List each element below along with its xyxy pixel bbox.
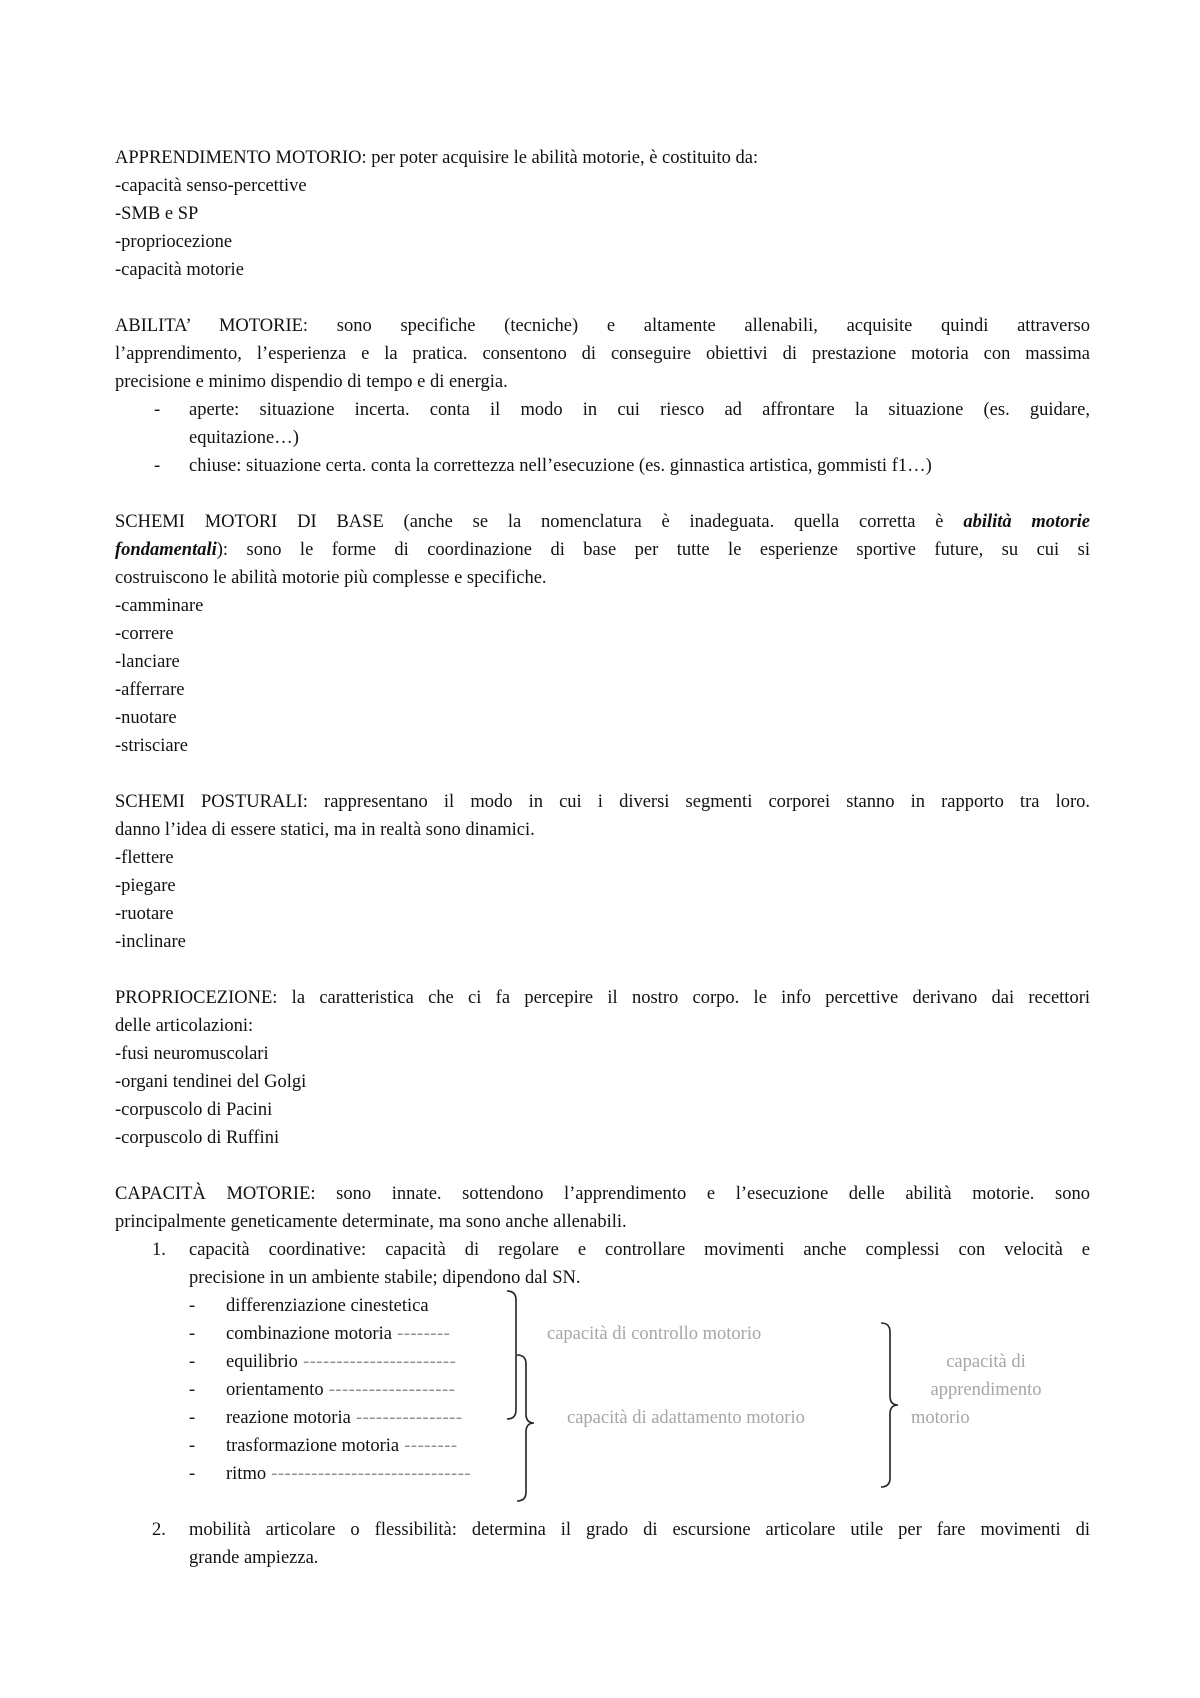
paragraph-line: principalmente geneticamente determinate, ma sono anche allenabili. xyxy=(115,1212,627,1232)
text-run: ): sono le forme di coordinazione di base per tutte le esperienze sportive future, su cui si xyxy=(216,540,1090,560)
paragraph-line: CAPACITÀ MOTORIE: sono innate. sottendono l’apprendimento e l’esecuzione delle abilità motorie. sono xyxy=(115,1184,1090,1204)
paragraph-line: ABILITA’ MOTORIE: sono specifiche (tecniche) e altamente allenabili, acquisite quindi attraverso xyxy=(115,316,1090,336)
paragraph-line xyxy=(115,539,1090,561)
numbered-item-mobilita: mobilità articolare o flessibilità: determina il grado di escursione articolare utile per fare movimenti di xyxy=(189,1520,1090,1540)
list-item: -corpuscolo di Pacini xyxy=(115,1100,273,1120)
bullet-marker: - xyxy=(189,1352,196,1372)
paragraph-line: delle articolazioni: xyxy=(115,1016,254,1036)
bullet-marker: - xyxy=(189,1296,196,1316)
sub-item xyxy=(226,1407,463,1429)
sub-item-label: reazione motoria xyxy=(226,1408,351,1428)
paragraph-line xyxy=(115,511,1090,533)
sub-item-label: orientamento xyxy=(226,1380,324,1400)
bold-term: abilità motorie xyxy=(963,512,1091,532)
bullet-marker: - xyxy=(189,1436,196,1456)
list-item: -camminare xyxy=(115,596,204,616)
paragraph-line: SCHEMI POSTURALI: rappresentano il modo in cui i diversi segmenti corporei stanno in rapporto tra loro. xyxy=(115,792,1090,812)
connector-dashes: ------------------- xyxy=(323,1380,456,1400)
sub-item-label: equilibrio xyxy=(226,1352,298,1372)
heading-apprendimento: APPRENDIMENTO MOTORIO: per poter acquisire le abilità motorie, è costituito da: xyxy=(115,148,759,168)
sub-item xyxy=(226,1435,458,1457)
bullet-item-aperte-cont: equitazione…) xyxy=(189,428,299,448)
list-item: -SMB e SP xyxy=(115,204,199,224)
list-item: -piegare xyxy=(115,876,176,896)
group-label-learning-line2: apprendimento xyxy=(930,1380,1042,1400)
brace-adaptation xyxy=(515,1354,545,1502)
group-label-adaptation: capacità di adattamento motorio xyxy=(567,1408,805,1428)
sub-item xyxy=(226,1295,429,1317)
list-item: -flettere xyxy=(115,848,174,868)
bold-term: fondamentali xyxy=(115,540,217,560)
paragraph-line: danno l’idea di essere statici, ma in realtà sono dinamici. xyxy=(115,820,535,840)
list-item: -organi tendinei del Golgi xyxy=(115,1072,307,1092)
bullet-marker: - xyxy=(189,1464,196,1484)
sub-item xyxy=(226,1463,471,1485)
list-item: -strisciare xyxy=(115,736,188,756)
sub-item xyxy=(226,1323,450,1345)
numbered-item-mobilita-cont: grande ampiezza. xyxy=(189,1548,319,1568)
group-label-learning-line3: motorio xyxy=(911,1408,970,1428)
paragraph-line: precisione e minimo dispendio di tempo e di energia. xyxy=(115,372,508,392)
list-item: -inclinare xyxy=(115,932,186,952)
sub-item-label: ritmo xyxy=(226,1464,267,1484)
list-item: -afferrare xyxy=(115,680,185,700)
sub-item-label: trasformazione motoria xyxy=(226,1436,400,1456)
connector-dashes: -------- xyxy=(399,1436,458,1456)
list-item: -ruotare xyxy=(115,904,174,924)
brace-learning xyxy=(879,1322,909,1488)
text-run: SCHEMI MOTORI DI BASE (anche se la nomenclatura è inadeguata. quella corretta è xyxy=(115,512,964,532)
numbered-item-coordinative: capacità coordinative: capacità di regolare e controllare movimenti anche complessi con velocità e xyxy=(189,1240,1090,1260)
list-item: -fusi neuromuscolari xyxy=(115,1044,269,1064)
sub-item-label: combinazione motoria xyxy=(226,1324,392,1344)
bullet-marker: - xyxy=(154,456,161,476)
paragraph-line: l’apprendimento, l’esperienza e la pratica. consentono di conseguire obiettivi di prestazione motoria con massima xyxy=(115,344,1090,364)
bullet-item-aperte: aperte: situazione incerta. conta il modo in cui riesco ad affrontare la situazione (es. guidare, xyxy=(189,400,1090,420)
list-number: 2. xyxy=(152,1520,166,1540)
sub-item-label: differenziazione cinestetica xyxy=(226,1296,429,1316)
list-number: 1. xyxy=(152,1240,166,1260)
list-item: -corpuscolo di Ruffini xyxy=(115,1128,280,1148)
paragraph-line: PROPRIOCEZIONE: la caratteristica che ci fa percepire il nostro corpo. le info percettive derivano dai recettori xyxy=(115,988,1090,1008)
connector-dashes: ------------------------------ xyxy=(266,1464,472,1484)
bullet-marker: - xyxy=(189,1324,196,1344)
group-label-control: capacità di controllo motorio xyxy=(547,1324,762,1344)
bullet-marker: - xyxy=(189,1408,196,1428)
list-item: -nuotare xyxy=(115,708,177,728)
list-item: -correre xyxy=(115,624,174,644)
bullet-marker: - xyxy=(189,1380,196,1400)
list-item: -capacità motorie xyxy=(115,260,244,280)
sub-item xyxy=(226,1379,455,1401)
list-item: -capacità senso-percettive xyxy=(115,176,307,196)
paragraph-line: costruiscono le abilità motorie più complesse e specifiche. xyxy=(115,568,547,588)
list-item: -propriocezione xyxy=(115,232,233,252)
bullet-marker: - xyxy=(154,400,161,420)
group-label-learning-line1: capacità di xyxy=(946,1352,1026,1372)
connector-dashes: -------- xyxy=(391,1324,451,1344)
bullet-item-chiuse: chiuse: situazione certa. conta la correttezza nell’esecuzione (es. ginnastica artistica, gommisti f1…) xyxy=(189,456,932,476)
connector-dashes: ----------------------- xyxy=(297,1352,457,1372)
numbered-item-coordinative-cont: precisione in un ambiente stabile; dipendono dal SN. xyxy=(189,1268,581,1288)
list-item: -lanciare xyxy=(115,652,180,672)
sub-item xyxy=(226,1351,456,1373)
connector-dashes: ---------------- xyxy=(350,1408,463,1428)
